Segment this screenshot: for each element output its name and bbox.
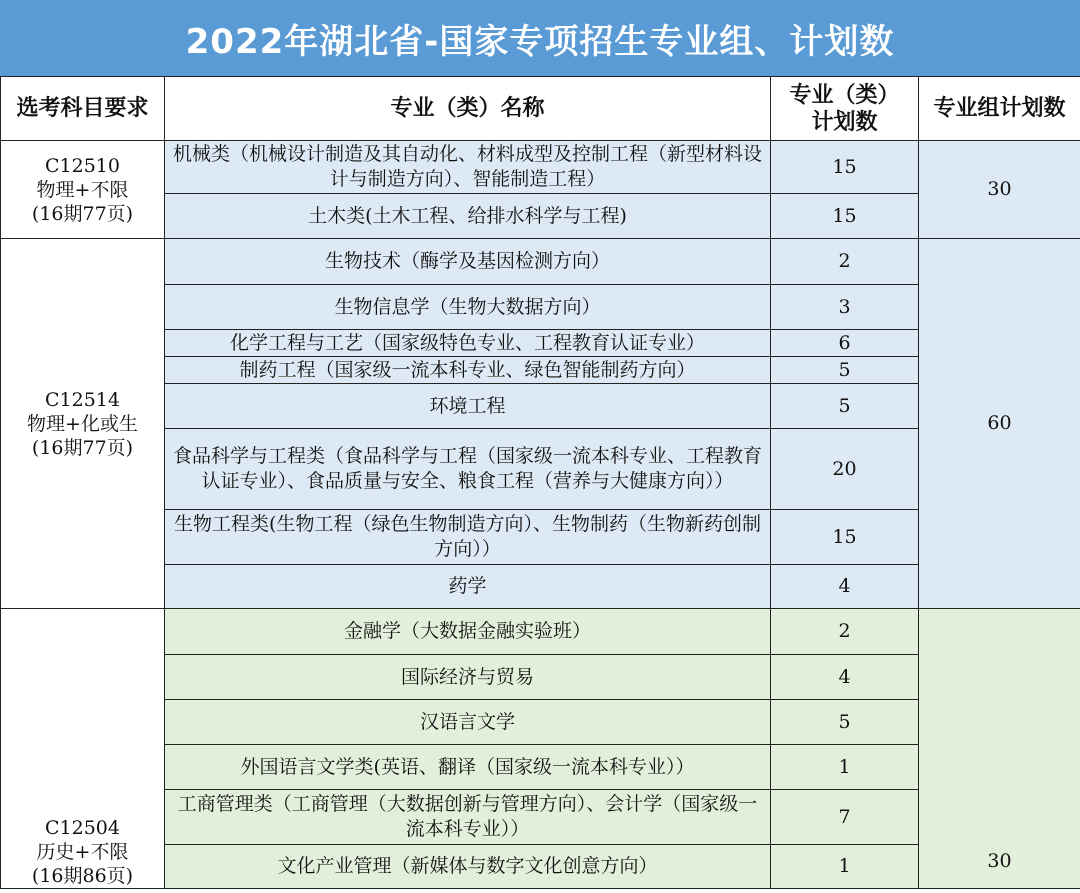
- group-subject: 物理+化或生: [27, 412, 138, 435]
- plan-count: 3: [771, 285, 919, 330]
- major-name: 金融学（大数据金融实验班）: [165, 609, 771, 655]
- major-name: 制药工程（国家级一流本科专业、绿色智能制药方向）: [165, 357, 771, 384]
- major-name: 土木类(土木工程、给排水科学与工程): [165, 194, 771, 239]
- group-code: C12504: [45, 817, 120, 839]
- group-page: (16期77页): [31, 202, 134, 225]
- plan-count: 2: [771, 239, 919, 285]
- group-subject: 历史+不限: [36, 841, 129, 863]
- header-major-name: 专业（类）名称: [165, 77, 771, 141]
- major-name: 化学工程与工艺（国家级特色专业、工程教育认证专业）: [165, 330, 771, 357]
- group-subject: 物理+不限: [36, 178, 129, 201]
- table-header-row: [1, 77, 1080, 141]
- enrollment-plan-table: [0, 76, 1080, 889]
- requirement-cell: [1, 609, 165, 889]
- group-total: 30: [919, 141, 1080, 239]
- major-name: 生物技术（酶学及基因检测方向）: [165, 239, 771, 285]
- group-total: 30: [919, 609, 1080, 889]
- group-page: (16期86页): [31, 865, 134, 887]
- plan-count: 15: [771, 141, 919, 194]
- page-title: 2022年湖北省-国家专项招生专业组、计划数: [0, 0, 1080, 76]
- plan-count: 4: [771, 655, 919, 700]
- group-code: C12514: [45, 388, 120, 411]
- major-name: 机械类（机械设计制造及其自动化、材料成型及控制工程（新型材料设计与制造方向）、智能制造工程）: [165, 141, 771, 194]
- table-row: [1, 141, 1080, 194]
- group-page: (16期77页): [31, 436, 134, 459]
- major-name: 汉语言文学: [165, 700, 771, 745]
- header-plan-count: 专业（类）计划数: [771, 77, 919, 141]
- major-name: 外国语言文学类(英语、翻译（国家级一流本科专业））: [165, 745, 771, 790]
- header-requirement: 选考科目要求: [1, 77, 165, 141]
- plan-count: 20: [771, 429, 919, 510]
- major-name: 生物工程类(生物工程（绿色生物制造方向）、生物制药（生物新药创制方向））: [165, 510, 771, 565]
- major-name: 国际经济与贸易: [165, 655, 771, 700]
- plan-count: 4: [771, 565, 919, 609]
- plan-count: 1: [771, 845, 919, 889]
- major-name: 生物信息学（生物大数据方向）: [165, 285, 771, 330]
- plan-count: 5: [771, 700, 919, 745]
- major-name: 环境工程: [165, 384, 771, 429]
- header-group-total: 专业组计划数: [919, 77, 1080, 141]
- requirement-cell: [1, 239, 165, 609]
- plan-count: 2: [771, 609, 919, 655]
- major-name: 食品科学与工程类（食品科学与工程（国家级一流本科专业、工程教育认证专业）、食品质量与安全、粮食工程（营养与大健康方向））: [165, 429, 771, 510]
- plan-count: 5: [771, 357, 919, 384]
- major-name: 工商管理类（工商管理（大数据创新与管理方向）、会计学（国家级一流本科专业））: [165, 790, 771, 845]
- plan-count: 1: [771, 745, 919, 790]
- table-row: [1, 239, 1080, 285]
- plan-count: 5: [771, 384, 919, 429]
- major-name: 药学: [165, 565, 771, 609]
- group-code: C12510: [45, 154, 120, 177]
- plan-count: 15: [771, 194, 919, 239]
- plan-count: 7: [771, 790, 919, 845]
- major-name: 文化产业管理（新媒体与数字文化创意方向）: [165, 845, 771, 889]
- table-row: [1, 609, 1080, 655]
- plan-count: 6: [771, 330, 919, 357]
- requirement-cell: [1, 141, 165, 239]
- plan-count: 15: [771, 510, 919, 565]
- group-total: 60: [919, 239, 1080, 609]
